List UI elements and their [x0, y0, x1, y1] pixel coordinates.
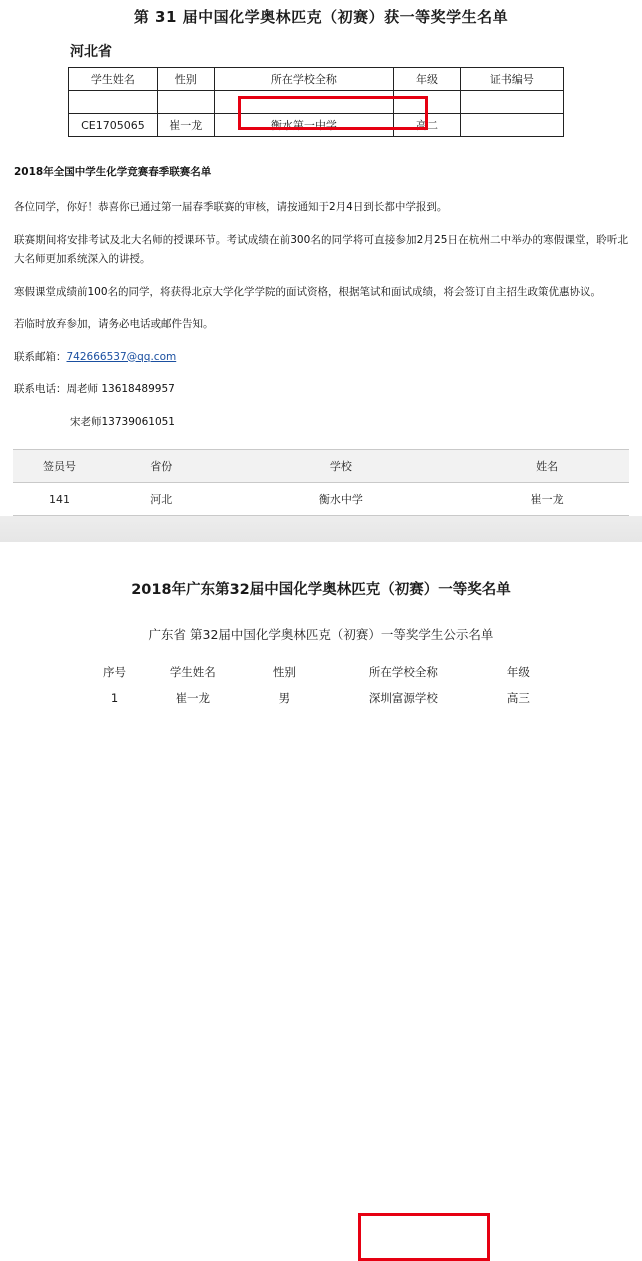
spacer-cell — [214, 91, 393, 114]
guangdong-award-section — [0, 578, 642, 711]
notice-paragraph-4: 若临时放弃参加，请务必电话或邮件告知。 — [14, 318, 214, 331]
header-certificate-no: 证书编号 — [460, 68, 563, 91]
guangdong-title: 2018年广东第32届中国化学奥林匹克（初赛）一等奖名单 — [131, 582, 511, 599]
header-index: 序号 — [102, 665, 126, 680]
header-gender: 性别 — [272, 665, 296, 680]
header-grade: 年级 — [506, 665, 530, 680]
header-school: 所在学校全称 — [214, 68, 393, 91]
spacer-cell — [157, 91, 214, 114]
email-link[interactable]: 742666537@qq.com — [66, 350, 177, 363]
province-label: 河北省 — [70, 44, 112, 60]
spacer-cell — [394, 91, 461, 114]
spacer-cell — [69, 91, 158, 114]
contact-phone-line-2 — [14, 413, 628, 433]
highlight-box-school-2 — [358, 1213, 490, 1261]
email-label: 联系邮箱： — [14, 350, 67, 363]
grey-divider — [0, 516, 642, 542]
table-header-row — [13, 450, 629, 483]
contact-email-line — [14, 348, 628, 368]
header-student-name: 学生姓名 — [169, 665, 216, 680]
cell-school: 衡水第一中学 — [214, 114, 393, 137]
page-title: 第 31 届中国化学奥林匹克（初赛）获一等奖学生名单 — [133, 8, 509, 26]
table-header-row — [69, 68, 564, 91]
contact-phone-line — [14, 380, 628, 400]
phone-value-2: 宋老师13739061051 — [70, 416, 175, 429]
header-registration-no: 签员号 — [13, 450, 106, 483]
phone-label: 联系电话： — [14, 383, 67, 396]
header-gender: 性别 — [157, 68, 214, 91]
notice-heading: 2018年全国中学生化学竞赛春季联赛名单 — [14, 166, 212, 178]
header-grade: 年级 — [394, 68, 461, 91]
cell-registration-no: 141 — [13, 483, 106, 516]
phone-value: 周老师 13618489957 — [66, 383, 175, 396]
cell-student-name: 崔一龙 — [157, 114, 214, 137]
spacer-cell — [460, 91, 563, 114]
cell-index: 1 — [110, 691, 119, 706]
header-province: 省份 — [106, 450, 217, 483]
cell-grade: 高三 — [506, 691, 530, 706]
cell-province: 河北 — [106, 483, 217, 516]
table-header-row — [86, 659, 556, 685]
table-row — [13, 483, 629, 516]
section-gap — [0, 542, 642, 556]
cell-student-id: CE1705065 — [69, 114, 158, 137]
guangdong-table — [86, 659, 556, 711]
notice-paragraph-1: 各位同学，你好！恭喜你已通过第一届春季联赛的审核，请按通知于2月4日到长都中学报到。 — [14, 201, 448, 214]
cell-certificate-no — [460, 114, 563, 137]
award-table — [68, 67, 564, 137]
table-spacer-row — [69, 91, 564, 114]
header-name: 姓名 — [465, 450, 629, 483]
cell-grade: 高二 — [394, 114, 461, 137]
cell-name: 崔一龙 — [465, 483, 629, 516]
award-list-section — [0, 0, 642, 137]
notice-paragraph-2: 联赛期间将安排考试及北大名师的授课环节。考试成绩在前300名的同学将可直接参加2月25日在杭州二中举办的寒假课堂，聆听北大名师更加系统深入的讲授。 — [14, 233, 628, 266]
registration-table — [13, 449, 629, 516]
table-row — [86, 685, 556, 711]
table-row — [69, 114, 564, 137]
notice-section — [14, 163, 628, 433]
guangdong-subtitle: 广东省 第32届中国化学奥林匹克（初赛）一等奖学生公示名单 — [148, 627, 494, 643]
cell-gender: 男 — [278, 691, 291, 706]
cell-student-name: 崔一龙 — [175, 691, 211, 706]
header-student-name: 学生姓名 — [69, 68, 158, 91]
notice-paragraph-3: 寒假课堂成绩前100名的同学，将获得北京大学化学学院的面试资格，根据笔试和面试成绩，将会签订自主招生政策优惠协议。 — [14, 285, 602, 298]
cell-school: 衡水中学 — [217, 483, 466, 516]
header-school: 所在学校全称 — [368, 665, 438, 680]
header-school: 学校 — [217, 450, 466, 483]
cell-school: 深圳富源学校 — [368, 691, 438, 706]
